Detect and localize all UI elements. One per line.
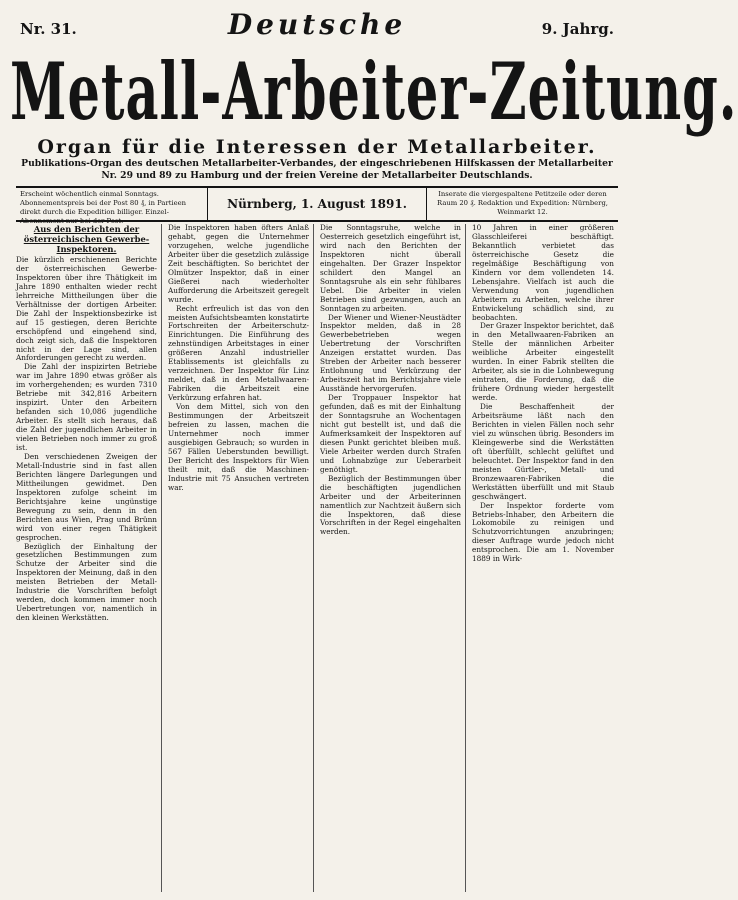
issue-date: Nürnberg, 1. August 1891.: [227, 197, 407, 211]
column-2: [168, 224, 314, 892]
publication-line: Publikations-Organ des deutschen Metallarbeiter-Verbandes, der eingeschriebenen Hilfskassen der Metallarbeiter Nr. 29 und 89 zu Hamburg und der freien Vereine der Metallarbeiter Deutschlands.: [21, 158, 613, 181]
subscription-info: Erscheint wöchentlich einmal Sonntags. Abonnementspreis bei der Post 80 ₰, in Partieen direkt durch die Expedition billiger. Einzel-Abonnement nur bei der Post.: [16, 188, 208, 220]
paragraph: Die kürzlich erschienenen Berichte der österreichischen Gewerbe-Inspektoren über ihre Thätigkeit im Jahre 1890 enthalten wieder recht lehrreiche Mittheilungen über die Verhältnisse der dortigen Arbeiter. Die Zahl der Inspektionsbezirke ist auf 15 gestiegen, deren Berichte erschöpfend und eingehend sind, doch zeigt sich, daß die Inspektoren nicht in der Lage sind, allen Anforderungen gerecht zu werden.: [16, 255, 157, 363]
column-3: [320, 224, 466, 892]
issue-number: Nr. 31.: [20, 20, 77, 38]
paragraph: Die Inspektoren haben öfters Anlaß gehabt, gegen die Unternehmer vorzugehen, welche jugendliche Arbeiter über die gesetzlich zulässige Zeit beschäftigten. So berichtet der Olmützer Inspektor, daß in einer Gießerei nach wiederholter Aufforderung die Arbeitszeit geregelt wurde.: [168, 223, 309, 304]
paragraph: Recht erfreulich ist das von den meisten Aufsichtsbeamten konstatirte Fortschreiten der Arbeiterschutz-Einrichtungen. Die Einführung des zehnstündigen Arbeitstages in einer größeren Anzahl industrieller Etablissements ist gleichfalls zu verzeichnen. Der Inspektor für Linz meldet, daß in den Metallwaaren-Fabriken die Arbeitszeit eine Verkürzung erfahren hat.: [168, 303, 309, 403]
paragraph: Der Grazer Inspektor berichtet, daß in den Metallwaaren-Fabriken an Stelle der männlichen Arbeiter weibliche Arbeiter eingestellt wurden. In einer Fabrik stellten die Arbeiter, als sie in die Lohnbewegung eintraten, die Forderung, daß die frühere Ordnung wieder hergestellt werde.: [472, 321, 614, 403]
organ-subtitle: Organ für die Interessen der Metallarbeiter.: [37, 136, 597, 158]
paragraph: Bezüglich der Einhaltung der gesetzlichen Bestimmungen zum Schutze der Arbeiter sind die Inspektoren der Meinung, daß in den meisten Betrieben der Metall-Industrie die Vorschriften befolgt werden, doch kommen immer noch Uebertretungen vor, namentlich in den kleinen Werkstätten.: [16, 541, 157, 623]
article-title: Aus den Berichten der österreichischen Gewerbe-Inspektoren.: [23, 224, 150, 254]
volume-year: 9. Jahrg.: [541, 20, 614, 38]
title-deutsche: Deutsche: [227, 8, 407, 41]
masthead-title: Metall-Arbeiter-Zeitung.: [10, 46, 738, 140]
paragraph: Die Sonntagsruhe, welche in Oesterreich gesetzlich eingeführt ist, wird nach den Berichten der Inspektoren nicht überall eingehalten. Der Grazer Inspektor schildert den Mangel an Sonntagsruhe als ein sehr fühlbares Uebel. Die Arbeiter in vielen Betrieben sind gezwungen, auch an Sonntagen zu arbeiten.: [320, 223, 461, 313]
paragraph: Die Zahl der inspizirten Betriebe war im Jahre 1890 etwas größer als im vorhergehenden; es wurden 7310 Betriebe mit 342,816 Arbeitern inspizirt. Unter den Arbeitern befanden sich 10,086 jugendliche Arbeiter. Es stellt sich heraus, daß die Zahl der jugendlichen Arbeiter in vielen Betrieben noch immer zu groß ist.: [16, 362, 157, 453]
paragraph: Der Troppauer Inspektor hat gefunden, daß es mit der Einhaltung der Sonntagsruhe an Wochentagen nicht gut bestellt ist, und daß die Aufmerksamkeit der Inspektoren auf diesen Punkt gerichtet bleiben muß. Viele Arbeiter werden durch Strafen und Lohnabzüge zur Ueberarbeit genöthigt.: [320, 393, 461, 474]
paragraph: Bezüglich der Bestimmungen über die beschäftigten jugendlichen Arbeiter und der Arbeiterinnen namentlich zur Nachtzeit äußern sich die Inspektoren, daß diese Vorschriften in der Regel eingehalten werden.: [320, 473, 461, 537]
paragraph: Die Beschaffenheit der Arbeitsräume läßt nach den Berichten in vielen Fällen noch sehr viel zu wünschen übrig. Besonders im Kleingewerbe sind die Werkstätten oft überfüllt, schlecht gelüftet und beleuchtet. Der Inspektor fand in den meisten Gürtler-, Metall- und Bronzewaaren-Fabriken die Werkstätten überfüllt und mit Staub geschwängert.: [472, 402, 614, 501]
article-columns: [16, 224, 618, 892]
paragraph: Der Inspektor forderte vom Betriebs-Inhaber, den Arbeitern die Lokomobile zu reinigen und Schutzvorrichtungen anzubringen; dieser Auftrage wurde jedoch nicht entsprochen. Die am 1. November 1889 in Wirk-: [472, 500, 614, 564]
advertising-info: Inserate die viergespaltene Petitzeile oder deren Raum 20 ₰. Redaktion und Expedition: Nürnberg, Weinmarkt 12.: [426, 188, 618, 220]
paragraph: Von dem Mittel, sich von den Bestimmungen der Arbeitszeit befreien zu lassen, machen die Unternehmer noch immer ausgiebigen Gebrauch; so wurden in 567 Fällen Ueberstunden bewilligt. Der Bericht des Inspektors für Wien theilt mit, daß die Maschinen-Industrie mit 75 Ansuchen vertreten war.: [168, 402, 309, 492]
info-bar: [16, 186, 618, 225]
header-topline: [20, 8, 614, 48]
paragraph: Der Wiener und Wiener-Neustädter Inspektor melden, daß in 28 Gewerbebetrieben wegen Uebertretung der Vorschriften Anzeigen erstattet wurden. Das Streben der Arbeiter nach besserer Entlohnung und Verkürzung der Arbeitszeit hat im Berichtsjahre viele Ausstände hervorgerufen.: [320, 312, 461, 394]
paragraph: Den verschiedenen Zweigen der Metall-Industrie sind in fast allen Berichten längere Darlegungen und Mittheilungen gewidmet. Den Inspektoren zufolge scheint im Berichtsjahre keine ungünstige Bewegung zu sein, denn in den Berichten aus Wien, Prag und Brünn wird von einer regen Thätigkeit gesprochen.: [16, 451, 157, 542]
column-4: [472, 224, 618, 892]
paragraph: 10 Jahren in einer größeren Glasschleiferei beschäftigt. Bekanntlich verbietet das österreichische Gesetz die regelmäßige Beschäftigung von Kindern vor dem vollendeten 14. Lebensjahre. Vielfach ist auch die Verwendung von jugendlichen Arbeitern zu Arbeiten, welche ihrer Entwickelung schädlich sind, zu beobachten.: [472, 223, 614, 322]
column-1: [16, 224, 162, 892]
